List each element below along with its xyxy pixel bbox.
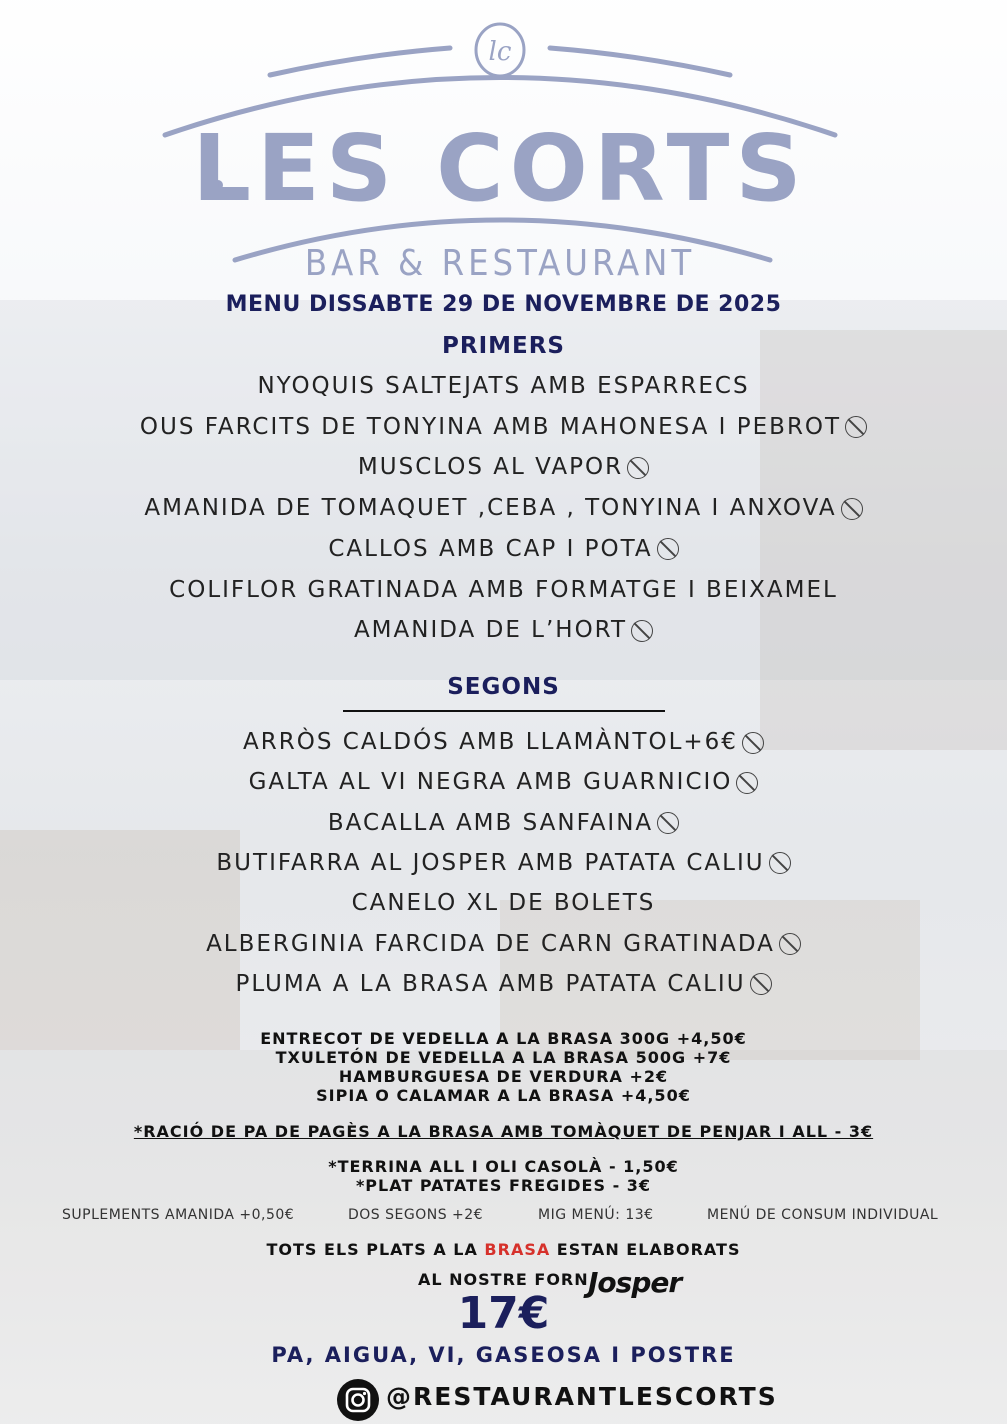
supplement-item: TXULETÓN DE VEDELLA A LA BRASA 500G +7€ — [275, 1048, 732, 1067]
segon-dish — [0, 890, 1007, 916]
segon-dish — [0, 971, 1007, 997]
restaurant-logo — [150, 20, 850, 290]
primer-dish — [0, 373, 1007, 399]
segon-dish — [0, 769, 1007, 795]
gluten-free-icon — [769, 852, 791, 874]
primer-dish — [0, 577, 1007, 603]
oven-label: AL NOSTRE FORN — [418, 1270, 589, 1289]
primer-dish-text: AMANIDA DE L’HORT — [353, 617, 628, 644]
primer-dish — [0, 454, 1007, 480]
brasa-text-before: TOTS ELS PLATS A LA — [266, 1240, 485, 1259]
instagram-handle[interactable]: @RESTAURANTLESCORTS — [386, 1382, 778, 1411]
segon-dish-text: ARRÒS CALDÓS AMB LLAMÀNTOL+6€ — [243, 729, 738, 755]
instagram-icon[interactable] — [336, 1378, 380, 1422]
sides-list — [0, 1157, 1007, 1195]
menu-includes: PA, AIGUA, VI, GASEOSA I POSTRE — [271, 1343, 736, 1367]
gluten-free-icon — [627, 457, 649, 479]
segon-dish-text: PLUMA A LA BRASA AMB PATATA CALIU — [235, 970, 746, 997]
background-floor — [0, 1050, 1007, 1424]
primer-dish-text: AMANIDA DE TOMAQUET ,CEBA , TONYINA I ANXOVA — [144, 495, 837, 522]
side-item: *PLAT PATATES FREGIDES - 3€ — [355, 1176, 652, 1195]
brasa-text-after: ESTAN ELABORATS — [550, 1240, 741, 1259]
primer-dish — [0, 617, 1007, 643]
gluten-free-icon — [742, 732, 764, 754]
supplement-list — [0, 1029, 1007, 1105]
note-half-menu: MIG MENÚ: 13€ — [538, 1207, 654, 1223]
primer-dish-text: COLIFLOR GRATINADA AMB FORMATGE I BEIXAMEL — [169, 576, 838, 603]
segon-dish-text: CANELO XL DE BOLETS — [351, 890, 656, 917]
primer-dish-text: MUSCLOS AL VAPOR — [357, 454, 624, 481]
brasa-statement — [0, 1240, 1007, 1259]
primer-dish — [0, 536, 1007, 562]
gluten-free-icon — [631, 620, 653, 642]
gluten-free-icon — [736, 772, 758, 794]
primer-dish-text: CALLOS AMB CAP I POTA — [328, 535, 653, 562]
primer-dish — [0, 414, 1007, 440]
supplement-item: HAMBURGUESA DE VERDURA +2€ — [338, 1067, 669, 1086]
primer-dish — [0, 495, 1007, 521]
menu-date-title: MENU DISSABTE 29 DE NOVEMBRE DE 2025 — [225, 292, 782, 317]
primers-heading: PRIMERS — [442, 333, 565, 359]
segons-heading: SEGONS — [447, 674, 560, 700]
supplement-item: ENTRECOT DE VEDELLA A LA BRASA 300G +4,50€ — [260, 1029, 747, 1048]
primer-dish-text: NYOQUIS SALTEJATS AMB ESPARRECS — [257, 373, 750, 399]
segon-dish-text: GALTA AL VI NEGRA AMB GUARNICIO — [248, 769, 733, 796]
segon-dish — [0, 810, 1007, 836]
note-two-seconds: DOS SEGONS +2€ — [348, 1207, 484, 1223]
segon-dish-text: BUTIFARRA AL JOSPER AMB PATATA CALIU — [216, 849, 765, 876]
note-individual: MENÚ DE CONSUM INDIVIDUAL — [707, 1207, 939, 1223]
primer-dish-text: OUS FARCITS DE TONYINA AMB MAHONESA I PEBROT — [139, 413, 842, 440]
svg-text:BAR & RESTAURANT: BAR & RESTAURANT — [304, 243, 696, 284]
gluten-free-icon — [657, 812, 679, 834]
svg-text:LES CORTS: LES CORTS — [192, 115, 808, 222]
menu-price: 17€ — [457, 1288, 550, 1339]
side-item: *TERRINA ALL I OLI CASOLÀ - 1,50€ — [328, 1157, 679, 1176]
gluten-free-icon — [657, 538, 679, 560]
supplement-item: SIPIA O CALAMAR A LA BRASA +4,50€ — [316, 1086, 691, 1105]
brasa-highlight: BRASA — [484, 1240, 551, 1259]
segon-dish-text: BACALLA AMB SANFAINA — [327, 809, 654, 836]
section-divider — [343, 710, 665, 712]
josper-logo: Josper — [588, 1266, 682, 1299]
gluten-free-icon — [841, 498, 863, 520]
segon-dish — [0, 931, 1007, 957]
bread-ration-note: *RACIÓ DE PA DE PAGÈS A LA BRASA AMB TOMÀQUET DE PENJAR I ALL - 3€ — [133, 1122, 874, 1141]
gluten-free-icon — [845, 416, 867, 438]
svg-text:lc: lc — [488, 37, 512, 67]
segon-dish — [0, 850, 1007, 876]
gluten-free-icon — [779, 933, 801, 955]
segon-dish — [0, 729, 1007, 755]
segon-dish-text: ALBERGINIA FARCIDA DE CARN GRATINADA — [206, 930, 775, 957]
note-salad-supplement: SUPLEMENTS AMANIDA +0,50€ — [62, 1207, 295, 1223]
gluten-free-icon — [750, 973, 772, 995]
